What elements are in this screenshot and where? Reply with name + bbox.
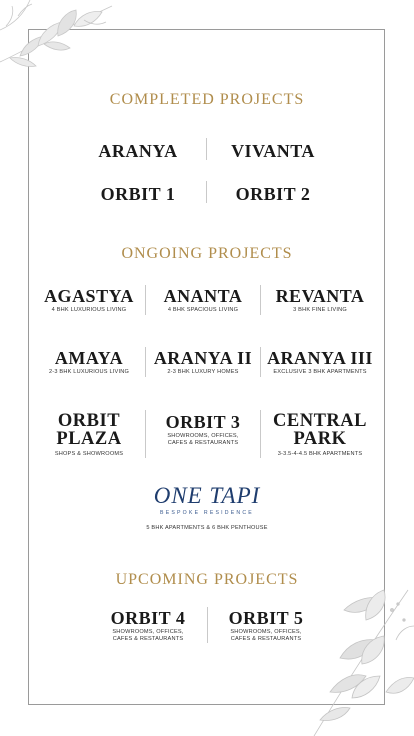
completed-projects-heading: COMPLETED PROJECTS [109, 91, 305, 108]
project-desc-agastya: 4 BHK LUXURIOUS LIVING [51, 307, 127, 313]
column-divider [207, 607, 208, 643]
project-desc-one-tapi: 5 BHK APARTMENTS & 6 BHK PENTHOUSE [146, 525, 268, 531]
project-name-amaya: AMAYA [54, 348, 124, 368]
project-name-orbit-plaza-line2: PLAZA [56, 429, 122, 449]
project-name-orbit-4: ORBIT 4 [110, 608, 186, 628]
project-name-orbit-plaza-line1: ORBIT [57, 411, 121, 431]
botanical-leaf-illustration-bottom-right [300, 580, 414, 736]
project-name-vivanta: VIVANTA [231, 141, 315, 161]
project-desc-amaya: 2-3 BHK LUXURIOUS LIVING [48, 369, 130, 375]
project-name-aranya-iii: ARANYA III [267, 348, 373, 368]
project-desc-orbit-4-line1: SHOWROOMS, OFFICES, [112, 629, 184, 635]
one-tapi-logo [0, 484, 414, 516]
project-desc-orbit-3-line2: CAFES & RESTAURANTS [167, 440, 239, 446]
project-name-revanta: REVANTA [275, 286, 365, 306]
project-desc-aranya-iii: EXCLUSIVE 3 BHK APARTMENTS [273, 369, 367, 375]
project-name-central-park-line1: CENTRAL [273, 411, 367, 431]
project-desc-orbit-5-line2: CAFES & RESTAURANTS [230, 636, 302, 642]
project-name-orbit-2: ORBIT 2 [235, 184, 311, 204]
one-tapi-tagline: BESPOKE RESIDENCE [160, 510, 254, 516]
project-name-orbit-5: ORBIT 5 [228, 608, 304, 628]
project-name-orbit-3: ORBIT 3 [165, 412, 241, 432]
project-desc-aranya-ii: 2-3 BHK LUXURY HOMES [167, 369, 239, 375]
column-divider [260, 347, 261, 377]
column-divider [260, 410, 261, 458]
column-divider [260, 285, 261, 315]
column-divider [206, 181, 207, 203]
project-name-orbit-1: ORBIT 1 [100, 184, 176, 204]
ongoing-projects-heading: ONGOING PROJECTS [121, 245, 293, 262]
project-desc-orbit-3-line1: SHOWROOMS, OFFICES, [167, 433, 239, 439]
project-name-aranya-ii: ARANYA II [153, 348, 253, 368]
project-name-central-park-line2: PARK [293, 429, 347, 449]
project-desc-central-park: 3-3.5-4-4.5 BHK APARTMENTS [277, 451, 363, 457]
project-name-aranya: ARANYA [98, 141, 178, 161]
project-desc-orbit-4-line2: CAFES & RESTAURANTS [112, 636, 184, 642]
one-tapi-logo-text: ONE TAPI [153, 483, 261, 508]
column-divider [145, 347, 146, 377]
project-desc-orbit-5-line1: SHOWROOMS, OFFICES, [230, 629, 302, 635]
project-name-ananta: ANANTA [163, 286, 243, 306]
project-desc-orbit-plaza: SHOPS & SHOWROOMS [54, 451, 124, 457]
project-name-agastya: AGASTYA [44, 286, 134, 306]
column-divider [206, 138, 207, 160]
column-divider [145, 410, 146, 458]
project-desc-revanta: 3 BHK FINE LIVING [293, 307, 347, 313]
botanical-leaf-illustration-top-left [0, 0, 118, 78]
upcoming-projects-heading: UPCOMING PROJECTS [115, 571, 299, 588]
column-divider [145, 285, 146, 315]
project-desc-ananta: 4 BHK SPACIOUS LIVING [167, 307, 239, 313]
